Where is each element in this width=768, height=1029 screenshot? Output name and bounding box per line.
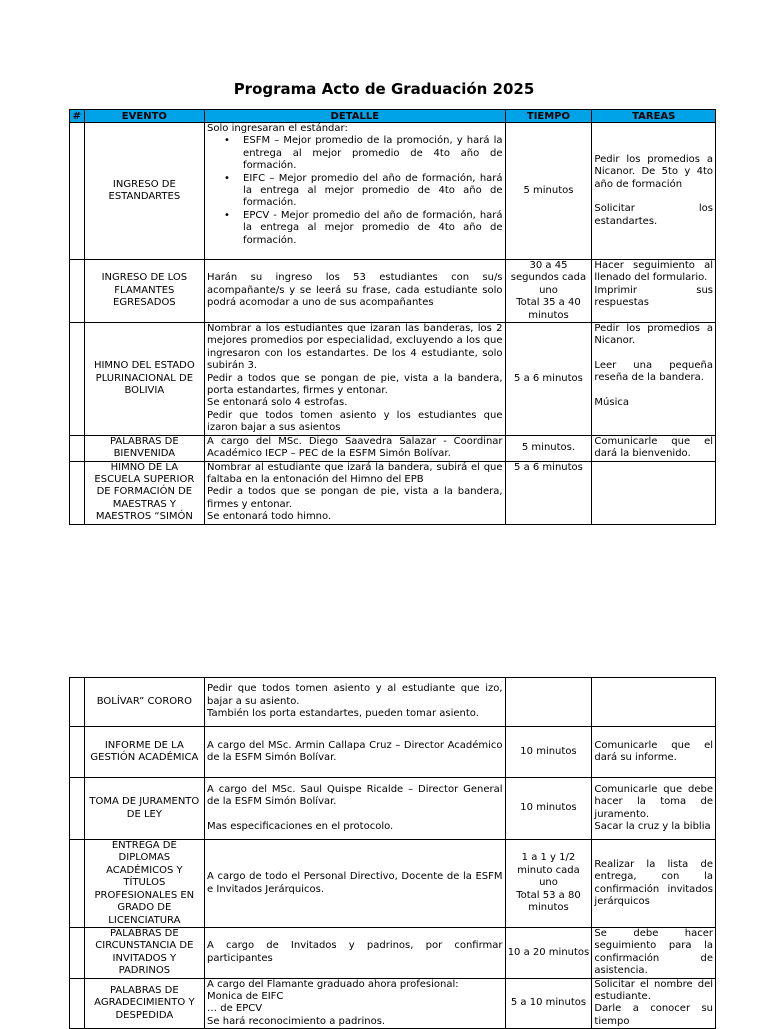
detalle-cell bbox=[205, 778, 505, 840]
detalle-text: Pedir que todos tomen asiento y al estudiante que izo, bajar a su asiento. bbox=[207, 683, 503, 707]
tarea-text: Imprimir sus respuestas bbox=[594, 284, 713, 309]
detalle-text: Se entonará todo himno. bbox=[207, 511, 332, 523]
tareas-cell bbox=[592, 978, 716, 1029]
num-cell bbox=[70, 323, 85, 436]
tiempo-cell: 10 minutos bbox=[505, 778, 592, 840]
detalle-cell: Harán su ingreso los 53 estudiantes con su/s acompañante/s y se leerá su frase, cada estudiante solo podrá acomodar a uno de sus acompañantes bbox=[205, 260, 505, 323]
tarea-text: Pedir los promedios a Nicanor. De 5to y 4to año de formación bbox=[594, 153, 713, 190]
detalle-text: También los porta estandartes, pueden tomar asiento. bbox=[207, 708, 479, 720]
header-num: # bbox=[70, 110, 85, 123]
detalle-text: Se hará reconocimiento a padrinos. bbox=[207, 1015, 386, 1027]
num-cell bbox=[70, 840, 85, 928]
num-cell bbox=[70, 678, 85, 727]
num-cell bbox=[70, 778, 85, 840]
tarea-text: Leer una pequeña reseña de la bandera. bbox=[594, 359, 713, 384]
tareas-cell: Se debe hacer seguimiento para la confirmación de asistencia. bbox=[592, 928, 716, 979]
num-cell bbox=[70, 928, 85, 979]
detalle-text: Pedir que todos tomen asiento y los estudiantes que izaron bajar a sus asientos bbox=[207, 409, 503, 434]
tareas-cell: Realizar la lista de entrega, con la confirmación invitados jerárquicos bbox=[592, 840, 716, 928]
detalle-cell bbox=[205, 678, 505, 727]
evento-cell: INFORME DE LA GESTIÓN ACADÉMICA bbox=[84, 727, 204, 778]
detalle-text: Mas especificaciones en el protocolo. bbox=[207, 820, 394, 832]
tarea-text: Solicitar los estandartes. bbox=[594, 203, 713, 227]
detalle-cell: A cargo del MSc. Diego Saavedra Salazar - Coordinar Académico IECP – PEC de la ESFM Simón Bolívar. bbox=[205, 435, 505, 461]
tareas-cell bbox=[592, 260, 716, 323]
detalle-text: Nombrar a los estudiantes que izaran las banderas, los 2 mejores promedios por especialidad, excluyendo a los que ingresaron con los estandartes. De los 4 estudiante, solo subirán 3. bbox=[207, 323, 503, 372]
evento-cell: INGRESO DE LOS FLAMANTES EGRESADOS bbox=[84, 260, 204, 323]
table-row bbox=[70, 727, 716, 778]
evento-cell: PALABRAS DE BIENVENIDA bbox=[84, 435, 204, 461]
detalle-text: Se entonará solo 4 estrofas. bbox=[207, 397, 348, 409]
evento-cell: TOMA DE JURAMENTO DE LEY bbox=[84, 778, 204, 840]
tareas-cell bbox=[592, 678, 716, 727]
tiempo-cell bbox=[505, 260, 592, 323]
tareas-cell bbox=[592, 778, 716, 840]
tarea-text: Solicitar el nombre del estudiante. bbox=[594, 978, 713, 1003]
table-row bbox=[70, 323, 716, 436]
page-title: Programa Acto de Graduación 2025 bbox=[233, 80, 535, 98]
list-item: • EPCV - Mejor promedio del año de formación, hará la entrega al mejor promedio de 4to año de formación. bbox=[243, 210, 502, 247]
detalle-text: A cargo del Flamante graduado ahora profesional: bbox=[207, 978, 459, 990]
num-cell bbox=[70, 435, 85, 461]
tiempo-cell: 10 a 20 minutos bbox=[505, 928, 592, 979]
num-cell bbox=[70, 461, 85, 524]
tiempo-text: Total 35 a 40 minutos bbox=[516, 297, 581, 321]
detalle-cell: A cargo de todo el Personal Directivo, Docente de la ESFM e Invitados Jerárquicos. bbox=[205, 840, 505, 928]
detalle-text: … de EPCV bbox=[207, 1003, 263, 1015]
program-table-part-2 bbox=[69, 677, 716, 1029]
tareas-cell bbox=[592, 461, 716, 524]
detalle-cell bbox=[205, 978, 505, 1029]
num-cell bbox=[70, 123, 85, 260]
tarea-text: Darle a conocer su tiempo bbox=[594, 1003, 713, 1027]
tiempo-cell: 5 minutos bbox=[505, 123, 592, 260]
table-row bbox=[70, 778, 716, 840]
detalle-text: A cargo del MSc. Saul Quispe Ricalde – Director General de la ESFM Simón Bolívar. bbox=[207, 783, 503, 808]
evento-cell: BOLÍVAR” CORORO bbox=[84, 678, 204, 727]
detalle-cell: A cargo del MSc. Armin Callapa Cruz – Director Académico de la ESFM Simón Bolívar. bbox=[205, 727, 505, 778]
tiempo-cell: 10 minutos bbox=[505, 727, 592, 778]
tiempo-cell: 5 a 6 minutos bbox=[505, 323, 592, 436]
tarea-text: Música bbox=[594, 396, 630, 408]
tarea-text: Sacar la cruz y la biblia bbox=[594, 820, 711, 832]
table-row bbox=[70, 123, 716, 260]
evento-cell: HIMNO DE LA ESCUELA SUPERIOR DE FORMACIÓN DE MAESTRAS Y MAESTROS “SIMÓN bbox=[84, 461, 204, 524]
header-tareas: TAREAS bbox=[592, 110, 716, 123]
detalle-text: Pedir a todos que se pongan de pie, vista a la bandera, firmes y entonar. bbox=[207, 486, 503, 510]
table-row bbox=[70, 840, 716, 928]
tarea-text: Comunicarle que debe hacer la toma de juramento. bbox=[594, 783, 713, 820]
tareas-cell: Comunicarle que el dará su informe. bbox=[592, 727, 716, 778]
header-evento: EVENTO bbox=[84, 110, 204, 123]
tiempo-text: Total 53 a 80 minutos bbox=[516, 889, 581, 914]
tiempo-cell bbox=[505, 840, 592, 928]
num-cell bbox=[70, 727, 85, 778]
list-item: • EIFC – Mejor promedio del año de formación, hará la entrega al mejor promedio de 4to año de formación. bbox=[243, 173, 502, 210]
evento-cell: PALABRAS DE AGRADECIMIENTO Y DESPEDIDA bbox=[84, 978, 204, 1029]
num-cell bbox=[70, 260, 85, 323]
evento-cell: PALABRAS DE CIRCUNSTANCIA DE INVITADOS Y PADRINOS bbox=[84, 928, 204, 979]
list-item: • ESFM – Mejor promedio de la promoción, y hará la entrega al mejor promedio de 4to año de formación. bbox=[243, 135, 502, 172]
tarea-text: Hacer seguimiento al llenado del formulario. bbox=[594, 260, 713, 284]
evento-cell: ENTREGA DE DIPLOMAS ACADÉMICOS Y TÍTULOS PROFESIONALES EN GRADO DE LICENCIATURA bbox=[84, 840, 204, 928]
detalle-text: Pedir a todos que se pongan de pie, vista a la bandera, porta estandartes, firmes y entonar. bbox=[207, 372, 503, 397]
detalle-cell: A cargo de Invitados y padrinos, por confirmar participantes bbox=[205, 928, 505, 979]
tareas-cell bbox=[592, 323, 716, 436]
table-row bbox=[70, 435, 716, 461]
detalle-cell bbox=[205, 461, 505, 524]
tarea-text: Pedir los promedios a Nicanor. bbox=[594, 323, 713, 347]
tiempo-text: 1 a 1 y 1/2 minuto cada uno bbox=[517, 852, 580, 889]
table-row bbox=[70, 461, 716, 524]
tareas-cell bbox=[592, 123, 716, 260]
detalle-text: Nombrar al estudiante que izará la bandera, subirá el que faltaba en la entonación del Himno del EPB bbox=[207, 461, 503, 485]
evento-cell: INGRESO DE ESTANDARTES bbox=[84, 123, 204, 260]
tiempo-text: 30 a 45 segundos cada uno bbox=[510, 260, 587, 296]
table-header-row bbox=[70, 110, 716, 123]
num-cell bbox=[70, 978, 85, 1029]
table-row bbox=[70, 978, 716, 1029]
detalle-cell bbox=[205, 123, 505, 260]
tiempo-cell: 5 minutos. bbox=[505, 435, 592, 461]
header-tiempo: TIEMPO bbox=[505, 110, 592, 123]
table-row bbox=[70, 678, 716, 727]
evento-cell: HIMNO DEL ESTADO PLURINACIONAL DE BOLIVIA bbox=[84, 323, 204, 436]
detalle-text: Monica de EIFC bbox=[207, 991, 284, 1003]
program-table-part-1 bbox=[69, 109, 716, 525]
tiempo-cell: 5 a 6 minutos bbox=[505, 461, 592, 524]
header-detalle: DETALLE bbox=[205, 110, 505, 123]
tareas-cell: Comunicarle que el dará la bienvenido. bbox=[592, 435, 716, 461]
detalle-cell bbox=[205, 323, 505, 436]
tiempo-cell: 5 a 10 minutos bbox=[505, 978, 592, 1029]
table-row bbox=[70, 928, 716, 979]
tiempo-cell bbox=[505, 678, 592, 727]
detalle-intro: Solo ingresaran el estándar: bbox=[207, 123, 348, 134]
detalle-list bbox=[207, 135, 502, 247]
table-row bbox=[70, 260, 716, 323]
